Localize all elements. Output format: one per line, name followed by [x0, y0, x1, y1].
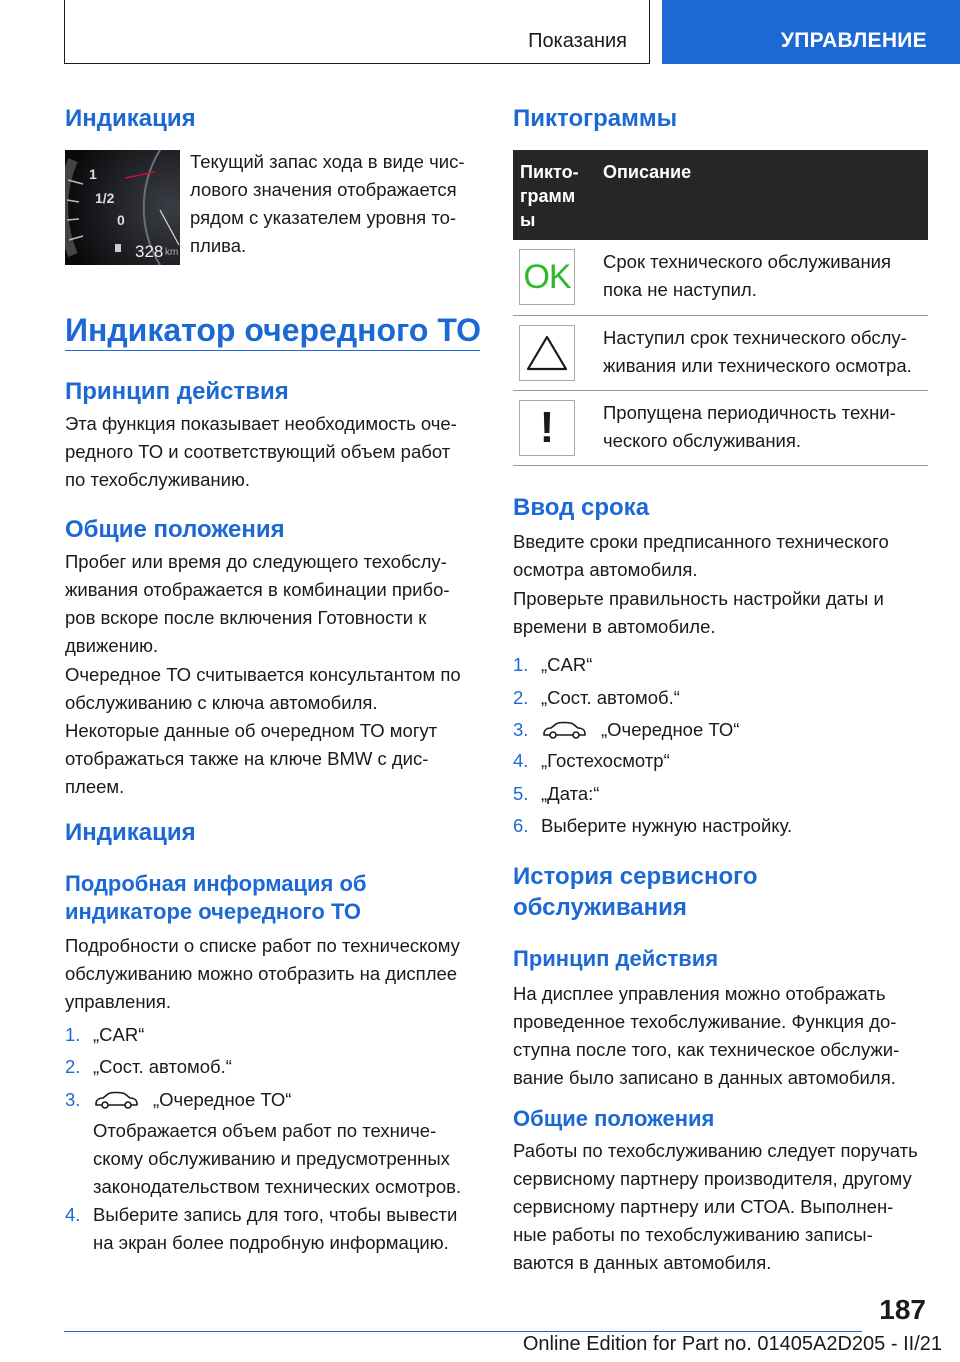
header-section-box — [64, 0, 650, 64]
step-number: 3. — [65, 1089, 81, 1110]
text-line: обслуживанию можно отобразить на дисплее — [65, 963, 458, 984]
exclamation-icon-label: ! — [539, 403, 555, 452]
header-line: грамм — [520, 186, 576, 206]
left-step-3-note — [93, 1117, 493, 1201]
fuel-gauge-image — [65, 150, 180, 265]
step-number: 4. — [65, 1204, 81, 1225]
step-number: 2. — [513, 687, 529, 708]
ok-icon — [519, 249, 575, 305]
gauge-tick-0: 0 — [117, 212, 125, 228]
step-content — [541, 716, 739, 744]
footer-rule — [64, 1331, 862, 1332]
text-line: Введите сроки предписанного технического — [513, 531, 889, 552]
text-line: времени в автомобиле. — [513, 616, 716, 637]
text-line: Некоторые данные об очередном ТО могут — [65, 720, 438, 741]
pictogram-table-header — [513, 150, 928, 240]
heading-service-history — [513, 861, 758, 923]
step-text: „Гостехосмотр“ — [541, 750, 670, 771]
step-text: „Очередное ТО“ — [601, 719, 740, 740]
text-line: Работы по техобслуживанию следует поручать — [513, 1140, 918, 1161]
heading-pictograms: Пиктограммы — [513, 105, 678, 132]
table-row — [513, 240, 928, 316]
heading-line: обслуживания — [513, 894, 687, 921]
text-line: осмотра автомобиля. — [513, 559, 698, 580]
gauge-range-unit: km — [165, 247, 179, 258]
history-principle-paragraph — [513, 980, 943, 1092]
heading-service-indicator: Индикатор очередного ТО — [65, 312, 481, 348]
text-line: Подробности о списке работ по техническому — [65, 935, 460, 956]
header-line: ы — [520, 210, 536, 230]
text-line: управления. — [65, 991, 172, 1012]
text-line: Текущий запас хода в виде чис- — [190, 151, 465, 172]
car-icon — [541, 720, 587, 740]
text-line: лового значения отображается — [190, 179, 457, 200]
indication-paragraph — [190, 148, 480, 260]
input-paragraph-2 — [513, 585, 933, 641]
text-line: На дисплее управления можно отображать — [513, 983, 886, 1004]
step-text: „CAR“ — [93, 1024, 145, 1045]
text-line: Пропущена периодичность техни- — [603, 402, 896, 423]
heading-principle-right: Принцип действия — [513, 946, 719, 971]
gauge-tick-1: 1 — [89, 166, 97, 182]
page-number: 187 — [879, 1294, 926, 1325]
heading-indication-2: Индикация — [65, 819, 196, 846]
principle-paragraph — [65, 410, 485, 494]
gauge-tick-half: 1/2 — [95, 190, 115, 206]
text-line: законодательством технических осмотров. — [93, 1176, 462, 1197]
text-line: редного ТО и соответствующий объем работ — [65, 441, 451, 462]
text-line: вание было записано в данных автомобиля. — [513, 1067, 896, 1088]
edition-footer: Online Edition for Part no. 01405A2D205 - II/21 — [522, 1333, 942, 1355]
car-icon — [93, 1090, 139, 1110]
heading-indication: Индикация — [65, 105, 196, 132]
exclamation-icon — [519, 400, 575, 456]
text-line: Очередное ТО считывается консультантом по — [65, 664, 461, 685]
heading-date-input: Ввод срока — [513, 494, 650, 521]
step-text: Выберите запись для того, чтобы вывести — [93, 1204, 458, 1225]
text-line: Пробег или время до следующего техобслу- — [65, 551, 447, 572]
text-line: отображаться также на ключе BMW с дис- — [65, 748, 429, 769]
text-line: ные работы по техобслуживанию записы- — [513, 1224, 873, 1245]
text-line: рядом с указателем уровня то- — [190, 207, 457, 228]
step-number: 5. — [513, 783, 529, 804]
step-number: 3. — [513, 719, 529, 740]
text-line: плива. — [190, 235, 247, 256]
text-line: Наступил срок технического обслу- — [603, 327, 907, 348]
step-number: 1. — [513, 654, 529, 675]
text-line: живания отображается в комбинации прибо- — [65, 579, 450, 600]
ok-icon-label: OK — [523, 257, 571, 296]
step-number: 1. — [65, 1024, 81, 1045]
history-general-paragraph — [513, 1137, 943, 1277]
step-text: „Дата:“ — [541, 783, 600, 804]
step-text: Выберите нужную настройку. — [541, 815, 793, 836]
text-line: ступна после того, как техническое обслужи- — [513, 1039, 900, 1060]
text-line: Отображается объем работ по техниче- — [93, 1120, 437, 1141]
step-text: „Сост. автомоб.“ — [541, 687, 680, 708]
detail-paragraph — [65, 932, 485, 1016]
header-line: Пикто- — [520, 162, 579, 182]
step-text: „CAR“ — [541, 654, 593, 675]
text-line: обслуживанию с ключа автомобиля. — [65, 692, 378, 713]
step-text: „Сост. автомоб.“ — [93, 1056, 232, 1077]
text-line: сервисному партнеру или СТОА. Выполнен- — [513, 1196, 894, 1217]
text-line: ров вскоре после включения Готовности к — [65, 607, 427, 628]
text-line: Эта функция показывает необходимость оче- — [65, 413, 457, 434]
header-section-title: Показания — [528, 30, 627, 52]
text-line: проведенное техобслуживание. Функция до- — [513, 1011, 897, 1032]
step-number: 6. — [513, 815, 529, 836]
left-step-4-cont — [93, 1229, 493, 1257]
step-content — [93, 1086, 291, 1114]
step-text: „Очередное ТО“ — [153, 1089, 292, 1110]
table-header-pictogram — [520, 160, 596, 232]
header-chapter-label: УПРАВЛЕНИЕ — [780, 29, 927, 52]
general-paragraph-3 — [65, 717, 485, 801]
heading-line: Подробная информация об — [65, 871, 367, 896]
warning-triangle-icon — [519, 325, 575, 381]
table-row — [513, 391, 928, 466]
heading-line: индикаторе очередного ТО — [65, 899, 361, 924]
text-line: пока не наступил. — [603, 279, 757, 300]
heading-rule — [65, 350, 480, 351]
gauge-range-value: 328 — [135, 242, 164, 261]
row-description — [603, 399, 896, 455]
input-paragraph-1 — [513, 528, 933, 584]
heading-general-right: Общие положения — [513, 1106, 715, 1131]
text-line: ваются в данных автомобиля. — [513, 1252, 772, 1273]
text-line: скому обслуживанию и предусмотренных — [93, 1148, 450, 1169]
text-line: Проверьте правильность настройки даты и — [513, 588, 884, 609]
table-row — [513, 316, 928, 391]
text-line: плеем. — [65, 776, 125, 797]
step-number: 4. — [513, 750, 529, 771]
text-line: сервисному партнеру производителя, другому — [513, 1168, 912, 1189]
general-paragraph-1 — [65, 548, 485, 660]
warning-triangle-glyph — [525, 333, 569, 373]
step-number: 2. — [65, 1056, 81, 1077]
row-description — [603, 248, 891, 304]
header-chapter-tab[interactable] — [662, 0, 960, 64]
table-header-description: Описание — [603, 162, 692, 182]
text-line: на экран более подробную информацию. — [93, 1232, 449, 1253]
row-description — [603, 324, 912, 380]
heading-principle: Принцип действия — [65, 378, 289, 405]
general-paragraph-2 — [65, 661, 485, 717]
text-line: живания или технического осмотра. — [603, 355, 912, 376]
heading-line: История сервисного — [513, 863, 758, 890]
text-line: Срок технического обслуживания — [603, 251, 892, 272]
text-line: по техобслуживанию. — [65, 469, 250, 490]
text-line: движению. — [65, 635, 159, 656]
heading-detail-info — [65, 870, 480, 926]
text-line: ческого обслуживания. — [603, 430, 802, 451]
heading-general: Общие положения — [65, 516, 285, 543]
